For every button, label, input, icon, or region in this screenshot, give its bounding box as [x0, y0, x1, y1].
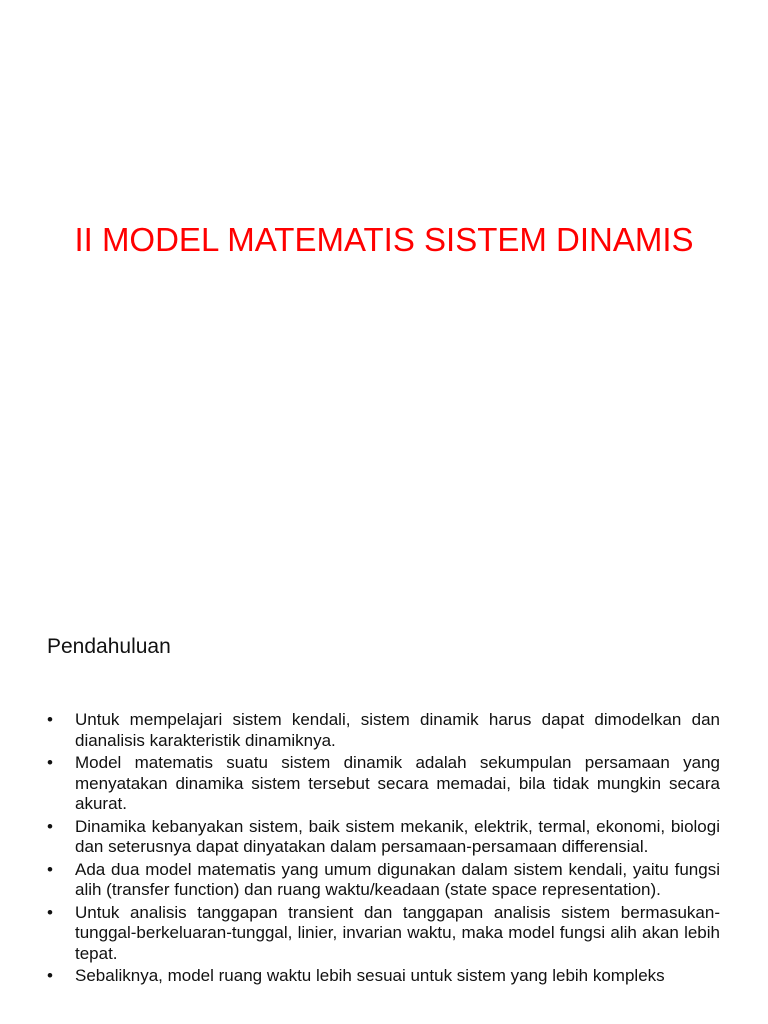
bullet-item: • Untuk analisis tanggapan transient dan tanggapan analisis sistem bermasukan-tunggal-berkeluaran-tunggal, linier, invarian waktu, maka model fungsi alih akan lebih tepat.: [75, 903, 720, 965]
bullet-item: • Model matematis suatu sistem dinamik adalah sekumpulan persamaan yang menyatakan dinamika sistem tersebut secara memadai, bila tidak mungkin secara akurat.: [75, 753, 720, 815]
bullet-item: • Untuk mempelajari sistem kendali, sistem dinamik harus dapat dimodelkan dan dianalisis karakteristik dinamiknya.: [75, 710, 720, 751]
bullet-list: [75, 710, 720, 989]
bullet-item: • Ada dua model matematis yang umum digunakan dalam sistem kendali, yaitu fungsi alih (transfer function) dan ruang waktu/keadaan (state space representation).: [75, 860, 720, 901]
bullet-item: • Dinamika kebanyakan sistem, baik sistem mekanik, elektrik, termal, ekonomi, biologi dan seterusnya dapat dinyatakan dalam persamaan-persamaan differensial.: [75, 817, 720, 858]
slide-title: II MODEL MATEMATIS SISTEM DINAMIS: [74, 221, 694, 258]
section-heading: Pendahuluan: [47, 635, 171, 658]
bullet-item: • Sebaliknya, model ruang waktu lebih sesuai untuk sistem yang lebih kompleks: [75, 966, 720, 987]
